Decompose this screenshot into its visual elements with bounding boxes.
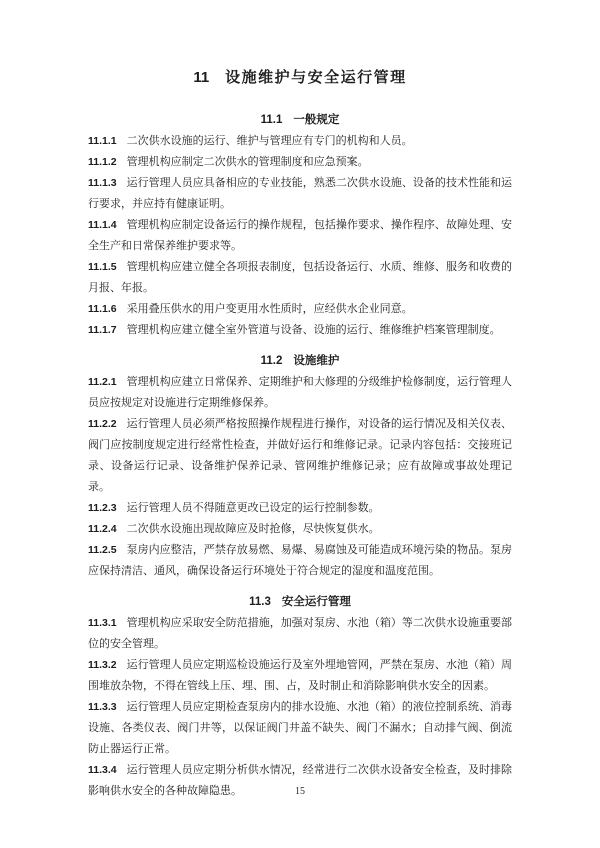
section-title-text: 一般规定 (293, 114, 340, 126)
clause-number: 11.1.1 (88, 135, 117, 147)
page-number: 15 (295, 786, 305, 797)
section-number: 11.2 (260, 355, 283, 367)
section-heading-11-1 (88, 110, 512, 131)
clause-11-3-2 (88, 655, 512, 697)
clause-11-1-2 (88, 152, 512, 173)
section-number: 11.1 (260, 114, 283, 126)
clause-11-2-3 (88, 498, 512, 519)
clause-text: 采用叠压供水的用户变更用水性质时，应经供水企业同意。 (126, 303, 413, 315)
clause-text: 二次供水设施的运行、维护与管理应有专门的机构和人员。 (126, 135, 413, 147)
clause-text: 运行管理人员应定期巡检设施运行及室外埋地管网，严禁在泵房、水池（箱）周围堆放杂物，不得在管线上压、埋、围、占，及时制止和消除影响供水安全的因素。 (88, 659, 512, 692)
clause-text: 管理机构应制定设备运行的操作规程，包括操作要求、操作程序、故障处理、安全生产和日常保养维护要求等。 (88, 219, 512, 252)
clause-text: 运行管理人员不得随意更改已设定的运行控制参数。 (126, 502, 380, 514)
clause-number: 11.2.4 (88, 523, 117, 535)
clause-11-3-3 (88, 697, 512, 760)
section-heading-11-2 (88, 351, 512, 372)
clause-number: 11.1.7 (88, 324, 117, 336)
clause-number: 11.3.1 (88, 617, 117, 629)
clause-11-1-6 (88, 299, 512, 320)
clause-number: 11.3.2 (88, 659, 117, 671)
clause-text: 二次供水设施出现故障应及时抢修，尽快恢复供水。 (126, 523, 380, 535)
clause-number: 11.2.5 (88, 544, 117, 556)
clause-11-1-3 (88, 173, 512, 215)
clause-11-1-1 (88, 131, 512, 152)
clause-text: 管理机构应制定二次供水的管理制度和应急预案。 (126, 156, 369, 168)
section-title-text: 设施维护 (293, 355, 340, 367)
clause-number: 11.1.6 (88, 303, 117, 315)
clause-text: 管理机构应建立健全各项报表制度，包括设备运行、水质、维修、服务和收费的月报、年报。 (88, 261, 512, 294)
clause-text: 运行管理人员必须严格按照操作规程进行操作，对设备的运行情况及相关仪表、阀门应按制度规定进行经常性检查，并做好运行和维修记录。记录内容包括：交接班记录、设备运行记录、设备维护保养记录、管网维护维修记录；应有故障或事故处理记录。 (88, 418, 512, 493)
clause-text: 泵房内应整洁，严禁存放易燃、易爆、易腐蚀及可能造成环境污染的物品。泵房应保持清洁、通风，确保设备运行环境处于符合规定的湿度和温度范围。 (88, 544, 512, 577)
clause-number: 11.3.4 (88, 764, 117, 776)
clause-11-2-4 (88, 519, 512, 540)
clause-text: 运行管理人员应定期分析供水情况，经常进行二次供水设备安全检查，及时排除影响供水安全的各种故障隐患。 (88, 764, 512, 797)
clause-number: 11.2.2 (88, 418, 117, 430)
clause-number: 11.1.5 (88, 261, 117, 273)
clause-number: 11.1.3 (88, 177, 117, 189)
clause-11-2-2 (88, 414, 512, 498)
section-title-text: 安全运行管理 (281, 596, 351, 608)
clause-text: 管理机构应建立日常保养、定期维护和大修理的分级维护检修制度，运行管理人员应按规定对设施进行定期维修保养。 (88, 376, 512, 409)
clause-11-2-5 (88, 540, 512, 582)
clause-number: 11.2.3 (88, 502, 117, 514)
section-heading-11-3 (88, 592, 512, 613)
chapter-title (88, 66, 512, 90)
chapter-title-text: 设施维护与安全运行管理 (225, 69, 407, 86)
clause-11-1-5 (88, 257, 512, 299)
clause-11-1-7 (88, 320, 512, 341)
chapter-number: 11 (193, 69, 210, 86)
clause-number: 11.2.1 (88, 376, 117, 388)
clause-number: 11.1.4 (88, 219, 117, 231)
clause-text: 运行管理人员应具备相应的专业技能，熟悉二次供水设施、设备的技术性能和运行要求，并应持有健康证明。 (88, 177, 512, 210)
clause-text: 运行管理人员应定期检查泵房内的排水设施、水池（箱）的液位控制系统、消毒设施、各类仪表、阀门井等，以保证阀门井盖不缺失、阀门不漏水；自动排气阀、倒流防止器运行正常。 (88, 701, 512, 755)
clause-text: 管理机构应采取安全防范措施，加强对泵房、水池（箱）等二次供水设施重要部位的安全管理。 (88, 617, 512, 650)
clause-text: 管理机构应建立健全室外管道与设备、设施的运行、维修维护档案管理制度。 (126, 324, 501, 336)
clause-number: 11.3.3 (88, 701, 117, 713)
clause-11-1-4 (88, 215, 512, 257)
clause-number: 11.1.2 (88, 156, 117, 168)
clause-11-3-1 (88, 613, 512, 655)
section-number: 11.3 (249, 596, 271, 608)
clause-11-2-1 (88, 372, 512, 414)
